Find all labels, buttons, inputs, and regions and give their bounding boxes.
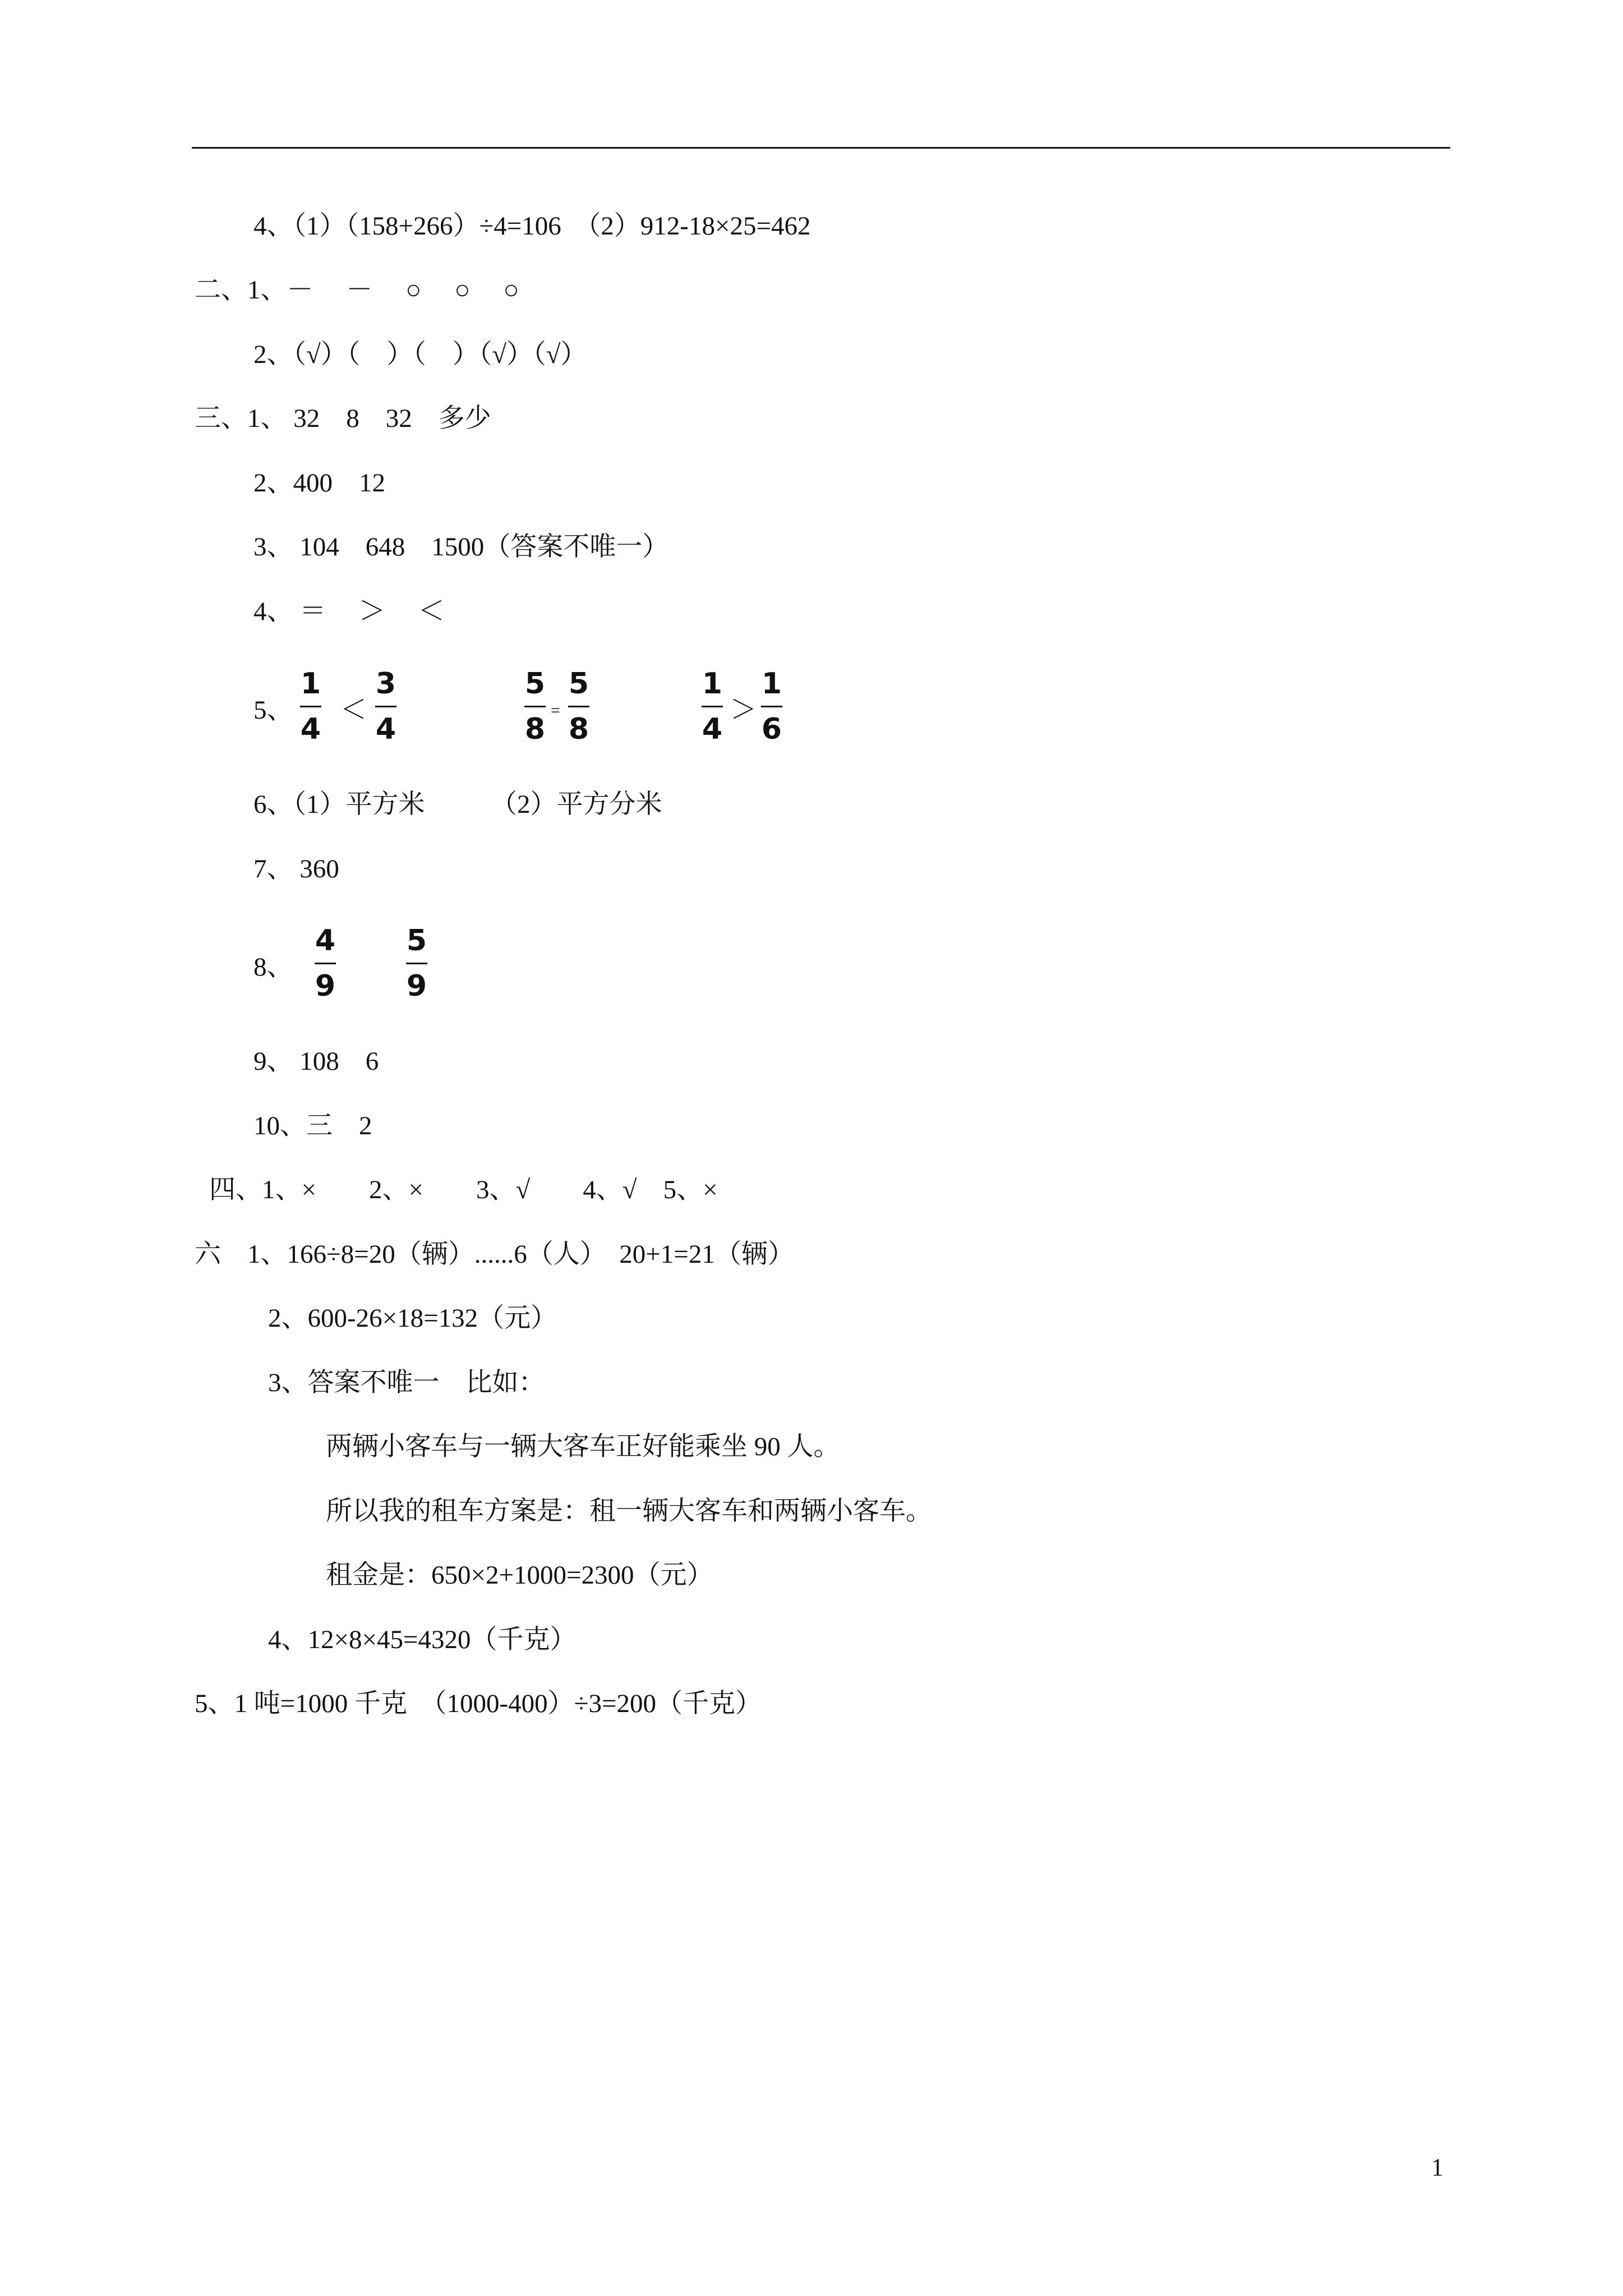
numerator: 5: [524, 667, 546, 701]
section-3-q8-label: 8、: [253, 953, 293, 982]
section-3-q7: 7、 360: [253, 854, 339, 884]
compare-sign-2: =: [551, 701, 560, 720]
section-6-q2: 2、600-26×18=132（元）: [268, 1304, 557, 1333]
numerator: 1: [300, 667, 321, 701]
numerator: 5: [568, 667, 589, 701]
section-6-q1: 六 1、166÷8=20（辆）......6（人） 20+1=21（辆）: [195, 1240, 794, 1269]
denominator: 4: [300, 712, 321, 746]
compare-sign-3: ＞: [730, 696, 757, 725]
denominator: 8: [524, 712, 546, 746]
fraction-bar: [375, 706, 396, 707]
denominator: 9: [406, 969, 427, 1003]
header-rule: [192, 147, 1450, 149]
section-6-q3-line2: 所以我的租车方案是：租一辆大客车和两辆小客车。: [326, 1497, 932, 1526]
numerator: 3: [375, 667, 396, 701]
section-3-q4: 4、 ＝ ＞ ＜: [253, 597, 445, 626]
numerator: 4: [315, 924, 336, 958]
section-6-q4: 4、12×8×45=4320（千克）: [268, 1625, 577, 1654]
denominator: 4: [375, 712, 396, 746]
answer-line-4: 4、（1）（158+266）÷4=106 （2）912-18×25=462: [253, 211, 811, 241]
section-3-q10: 10、三 2: [253, 1111, 372, 1140]
fraction-q5-4: [568, 666, 589, 747]
section-3-q3: 3、 104 648 1500（答案不唯一）: [253, 532, 669, 562]
compare-sign-1: ＜: [340, 696, 367, 725]
fraction-bar: [524, 706, 546, 707]
section-3-q1: 三、1、 32 8 32 多少: [195, 404, 491, 433]
section-6-q3: 3、答案不唯一 比如：: [268, 1368, 545, 1397]
page-number: 1: [1431, 2154, 1444, 2181]
fraction-q5-5: [702, 666, 723, 747]
fraction-bar: [315, 963, 336, 964]
fraction-bar: [406, 963, 427, 964]
fraction-q5-1: [300, 666, 321, 747]
section-2-q1: 二、1、－ － ○ ○ ○: [195, 275, 519, 305]
section-3-q2: 2、400 12: [253, 468, 385, 498]
denominator: 8: [568, 712, 589, 746]
fraction-bar: [568, 706, 589, 707]
denominator: 6: [761, 712, 782, 746]
denominator: 9: [315, 969, 336, 1003]
numerator: 1: [761, 667, 782, 701]
fraction-q8-1: [315, 923, 336, 1004]
numerator: 1: [702, 667, 723, 701]
fraction-q5-2: [375, 666, 396, 747]
fraction-q8-2: [406, 923, 427, 1004]
section-4: 四、1、× 2、× 3、√ 4、√ 5、×: [209, 1175, 718, 1204]
section-6-q3-line1: 两辆小客车与一辆大客车正好能乘坐 90 人。: [326, 1432, 840, 1461]
fraction-q5-3: [524, 666, 546, 747]
section-2-q2: 2、（√）（ ）（ ）（√）（√）: [253, 340, 587, 369]
section-6-q5: 5、1 吨=1000 千克 （1000-400）÷3=200（千克）: [195, 1689, 762, 1718]
section-3-q6: 6、（1）平方米 （2）平方分米: [253, 790, 662, 819]
fraction-bar: [761, 706, 782, 707]
section-3-q9: 9、 108 6: [253, 1047, 379, 1076]
denominator: 4: [702, 712, 723, 746]
section-6-q3-line3: 租金是：650×2+1000=2300（元）: [326, 1561, 713, 1590]
numerator: 5: [406, 924, 427, 958]
fraction-q5-6: [761, 666, 782, 747]
fraction-bar: [702, 706, 723, 707]
section-3-q5-label: 5、: [253, 696, 293, 725]
fraction-bar: [300, 706, 321, 707]
